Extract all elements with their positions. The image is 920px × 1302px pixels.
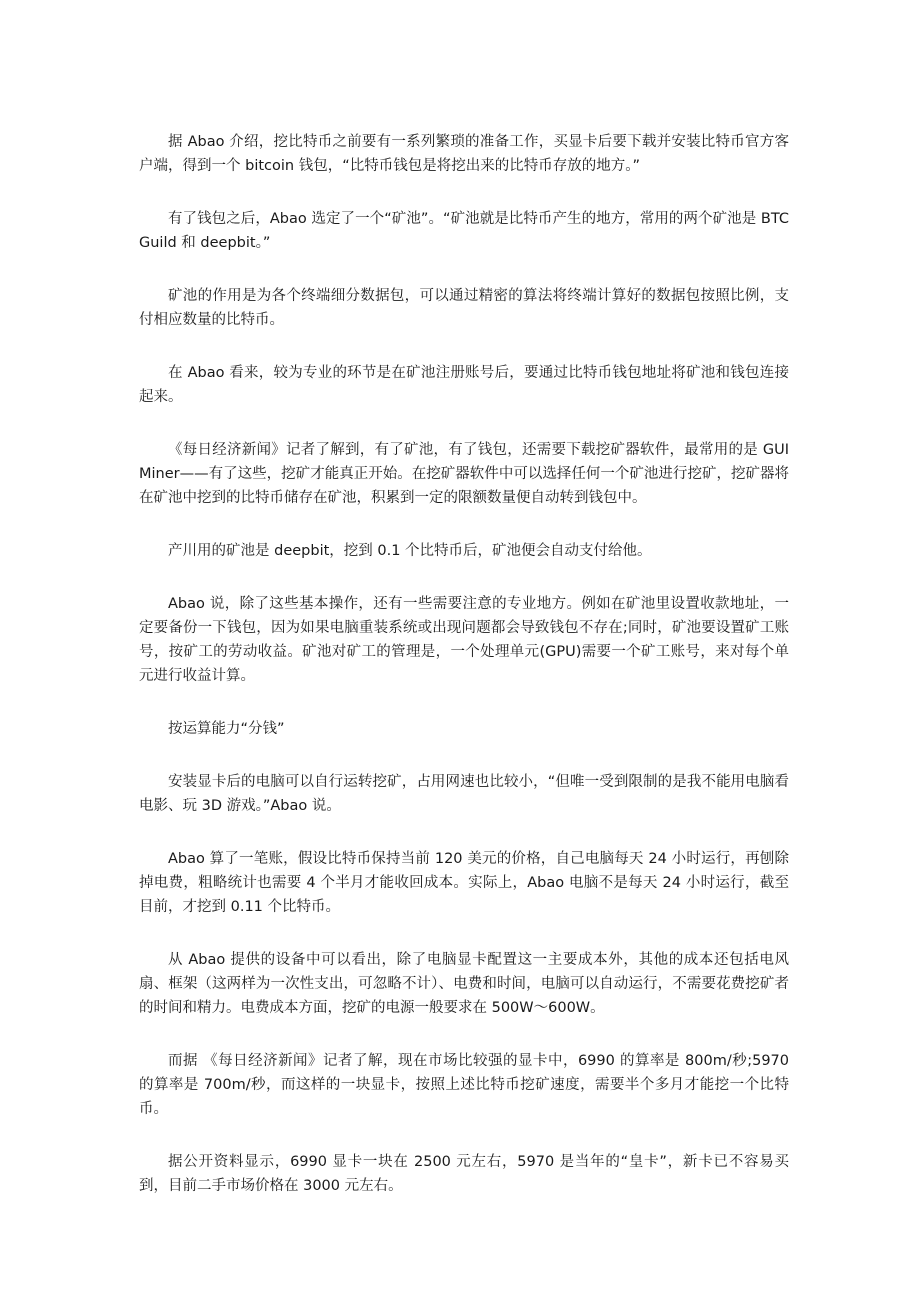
- paragraph-2: 有了钱包之后，Abao 选定了一个“矿池”。“矿池就是比特币产生的地方，常用的两个矿池是 BTCGuild 和 deepbit。”: [139, 211, 789, 251]
- paragraph-12: 据公开资料显示，6990 显卡一块在 2500 元左右，5970 是当年的“皇卡”，新卡已不容易买到，目前二手市场价格在 3000 元左右。: [139, 1154, 789, 1194]
- paragraph-8: 安装显卡后的电脑可以自行运转挖矿，占用网速也比较小，“但唯一受到限制的是我不能用电脑看电影、玩 3D 游戏。”Abao 说。: [139, 774, 789, 814]
- paragraph-10: 从 Abao 提供的设备中可以看出，除了电脑显卡配置这一主要成本外，其他的成本还包括电风扇、框架（这两样为一次性支出，可忽略不计）、电费和时间，电脑可以自动运行，不需要花费挖矿者的时间和精力。电费成本方面，挖矿的电源一般要求在 500W～600W。: [139, 952, 789, 1016]
- paragraph-9: Abao 算了一笔账，假设比特币保持当前 120 美元的价格，自己电脑每天 24 小时运行，再刨除掉电费，粗略统计也需要 4 个半月才能收回成本。实际上，Abao 电脑不是每天 24 小时运行，截至目前，才挖到 0.11 个比特币。: [139, 851, 789, 915]
- article-body: [139, 130, 789, 1227]
- paragraph-1: 据 Abao 介绍，挖比特币之前要有一系列繁琐的准备工作，买显卡后要下载并安装比特币官方客户端，得到一个 bitcoin 钱包，“比特币钱包是将挖出来的比特币存放的地方。”: [139, 134, 789, 174]
- paragraph-11: 而据 《每日经济新闻》记者了解，现在市场比较强的显卡中，6990 的算率是 800m/秒;5970 的算率是 700m/秒，而这样的一块显卡，按照上述比特币挖矿速度，需要半个多月才能挖一个比特币。: [139, 1053, 789, 1117]
- paragraph-6: 产川用的矿池是 deepbit，挖到 0.1 个比特币后，矿池便会自动支付给他。: [168, 543, 652, 559]
- paragraph-7: Abao 说，除了这些基本操作，还有一些需要注意的专业地方。例如在矿池里设置收款地址，一定要备份一下钱包，因为如果电脑重装系统或出现问题都会导致钱包不存在;同时，矿池要设置矿工账号，按矿工的劳动收益。矿池对矿工的管理是，一个处理单元(GPU)需要一个矿工账号，来对每个单元进行收益计算。: [139, 596, 789, 684]
- paragraph-4: 在 Abao 看来，较为专业的环节是在矿池注册账号后，要通过比特币钱包地址将矿池和钱包连接起来。: [139, 365, 789, 405]
- section-heading: 按运算能力“分钱”: [168, 721, 285, 737]
- paragraph-5: 《每日经济新闻》记者了解到，有了矿池，有了钱包，还需要下载挖矿器软件，最常用的是 GUIMiner——有了这些，挖矿才能真正开始。在挖矿器软件中可以选择任何一个矿池进行挖矿，挖矿器将在矿池中挖到的比特币储存在矿池，积累到一定的限额数量便自动转到钱包中。: [139, 442, 789, 506]
- paragraph-3: 矿池的作用是为各个终端细分数据包，可以通过精密的算法将终端计算好的数据包按照比例，支付相应数量的比特币。: [139, 288, 789, 328]
